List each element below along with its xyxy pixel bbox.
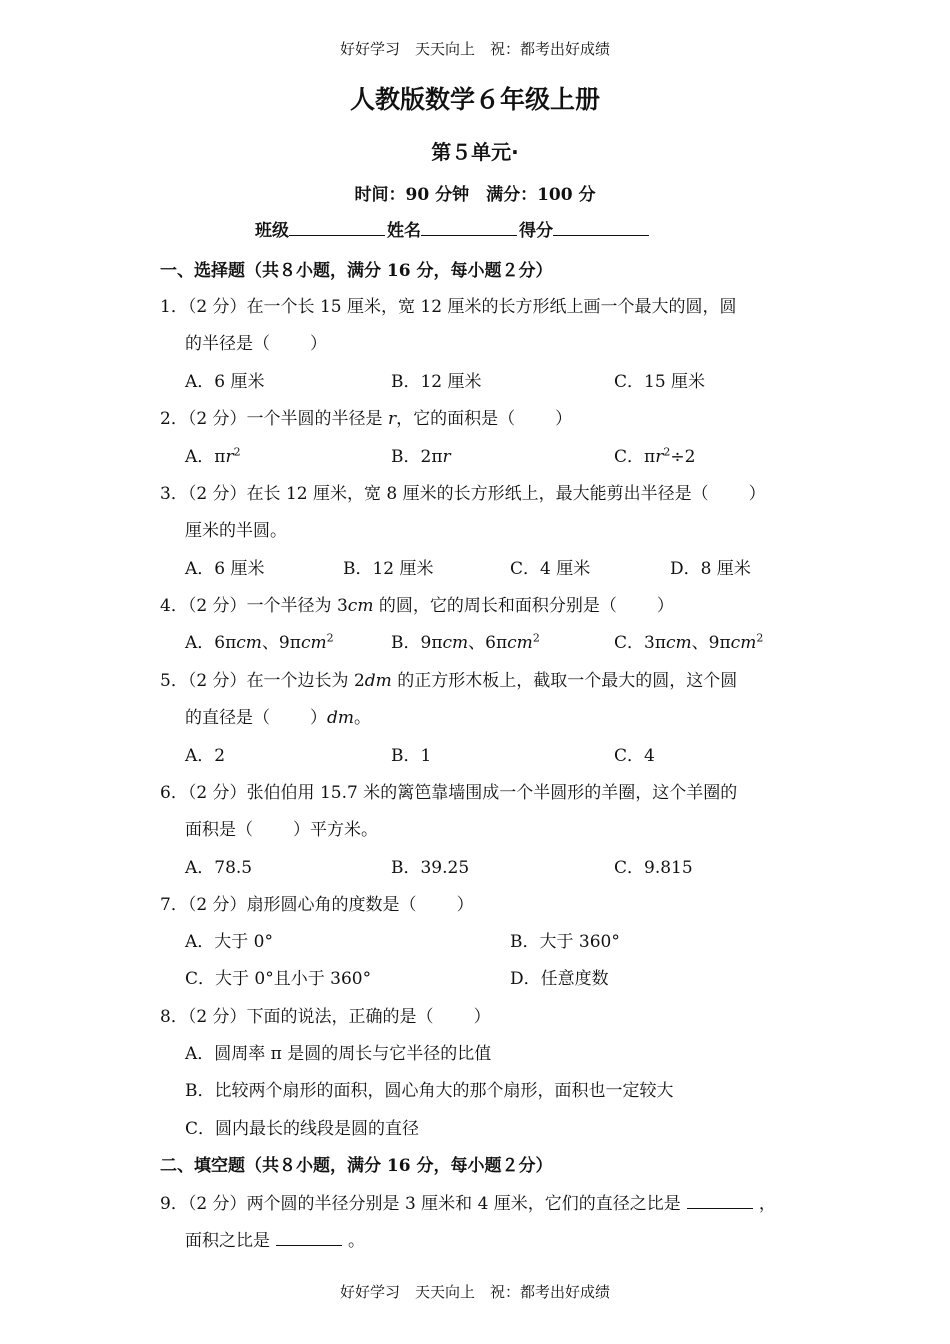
section-fill-in: 二、填空题（共８小题，满分 16 分，每小题２分） <box>160 1156 553 1176</box>
q8-option-a[interactable]: A．圆周率 π 是圆的周长与它半径的比值 <box>185 1044 492 1064</box>
q2-score: （2 分） <box>187 409 247 429</box>
q7-text: 扇形圆心角的度数是（ <box>246 895 417 915</box>
q6-text-2: 面积是（ <box>185 820 253 840</box>
q4-option-a[interactable]: A．6πcm、9πcm$^2$ <box>185 631 334 653</box>
q1-text: 在一个长 15 厘米，宽 12 厘米的长方形纸上画一个最大的圆，圆 <box>246 297 737 317</box>
q4-option-b[interactable]: B．9πcm、6πcm$^2$ <box>391 631 540 653</box>
q9-number: 9． <box>160 1194 188 1214</box>
q1-continuation: 的半径是（ ） <box>185 334 327 354</box>
q5-score: （2 分） <box>187 671 247 691</box>
q3-number: 3． <box>160 484 188 504</box>
question-6 <box>160 778 737 803</box>
q1-option-a[interactable]: A．6 厘米 <box>185 372 265 392</box>
q5-text-2: 的直径是（ <box>185 708 270 728</box>
q4-unit: cm <box>347 596 374 616</box>
q3-option-a[interactable]: A．6 厘米 <box>185 559 265 579</box>
time-and-score: 时间：90 分钟 满分：100 分 <box>354 185 596 205</box>
q8-text: 下面的说法，正确的是（ <box>246 1007 434 1027</box>
name-label: 姓名 <box>387 221 421 241</box>
section-multiple-choice: 一、选择题（共８小题，满分 16 分，每小题２分） <box>160 261 553 281</box>
question-1 <box>160 292 736 317</box>
q4-number: 4． <box>160 596 188 616</box>
q1-option-b[interactable]: B．12 厘米 <box>391 372 482 392</box>
q5-text-a: 在一个边长为 2 <box>246 671 365 691</box>
question-7: 7．（2 分）扇形圆心角的度数是（ ） <box>160 895 474 915</box>
q6-option-c[interactable]: C．9.815 <box>614 858 693 878</box>
q6-text-3: ）平方米。 <box>293 820 378 840</box>
q5-number: 5． <box>160 671 188 691</box>
q7-option-d[interactable]: D．任意度数 <box>510 969 609 989</box>
q7-number: 7． <box>160 895 188 915</box>
q5-text-b: 的正方形木板上，截取一个最大的圆，这个圆 <box>391 671 738 691</box>
q6-number: 6． <box>160 783 188 803</box>
q9-text-2: 面积之比是 <box>185 1231 270 1251</box>
q3-text: 在长 12 厘米，宽 8 厘米的长方形纸上，最大能剪出半径是（ <box>246 484 709 504</box>
q7-option-b[interactable]: B．大于 360° <box>510 932 620 952</box>
q1-score: （2 分） <box>187 297 247 317</box>
q6-score: （2 分） <box>187 783 247 803</box>
question-2: 2．（2 分）一个半圆的半径是 r，它的面积是（ ） <box>160 409 573 429</box>
question-3: 3．（2 分）在长 12 厘米，宽 8 厘米的长方形纸上，最大能剪出半径是（ ） <box>160 484 766 504</box>
q5-option-a[interactable]: A．2 <box>185 746 226 766</box>
page-header: 好好学习 天天向上 祝：都考出好成绩 <box>339 40 610 58</box>
q5-unit-2: dm <box>327 708 355 728</box>
q2-option-a[interactable]: A．$\pi r^2$ <box>185 445 241 467</box>
q2-text-b: ，它的面积是（ <box>396 409 516 429</box>
question-5 <box>160 666 737 691</box>
class-blank[interactable] <box>289 219 385 236</box>
q5-option-b[interactable]: B．1 <box>391 746 432 766</box>
q9-text: 两个圆的半径分别是 3 厘米和 4 厘米，它们的直径之比是 <box>246 1194 681 1214</box>
q1-text-2: 的半径是（ <box>185 334 270 354</box>
q8-score: （2 分） <box>187 1007 247 1027</box>
q5-continuation: 的直径是（ ）dm。 <box>185 708 372 728</box>
q7-option-c[interactable]: C．大于 0°且小于 360° <box>185 969 372 989</box>
page-footer: 好好学习 天天向上 祝：都考出好成绩 <box>339 1283 610 1301</box>
q6-option-b[interactable]: B．39.25 <box>391 858 470 878</box>
q8-option-b[interactable]: B．比较两个扇形的面积，圆心角大的那个扇形，面积也一定较大 <box>185 1081 674 1101</box>
q1-number: 1． <box>160 297 188 317</box>
question-9: 9．（2 分）两个圆的半径分别是 3 厘米和 4 厘米，它们的直径之比是 ， <box>160 1194 776 1214</box>
q3-option-b[interactable]: B．12 厘米 <box>343 559 434 579</box>
q4-text-a: 一个半径为 3 <box>246 596 348 616</box>
class-label: 班级 <box>255 221 289 241</box>
q3-option-c[interactable]: C．4 厘米 <box>510 559 591 579</box>
q3-score: （2 分） <box>187 484 247 504</box>
q2-variable: r <box>387 409 397 429</box>
q5-option-c[interactable]: C．4 <box>614 746 655 766</box>
student-info-line <box>255 216 651 241</box>
q4-text-b: 的圆，它的周长和面积分别是（ <box>373 596 617 616</box>
q2-text-a: 一个半圆的半径是 <box>246 409 388 429</box>
score-label: 得分 <box>519 221 553 241</box>
question-8: 8．（2 分）下面的说法，正确的是（ ） <box>160 1007 491 1027</box>
q2-number: 2． <box>160 409 188 429</box>
name-blank[interactable] <box>421 219 517 236</box>
q8-number: 8． <box>160 1007 188 1027</box>
q7-option-a[interactable]: A．大于 0° <box>185 932 273 952</box>
q4-option-c[interactable]: C．3πcm、9πcm$^2$ <box>614 631 764 653</box>
q3-option-d[interactable]: D．8 厘米 <box>670 559 751 579</box>
answer-blank[interactable] <box>687 1192 753 1209</box>
q9-continuation: 面积之比是 。 <box>185 1231 365 1251</box>
q8-option-c[interactable]: C．圆内最长的线段是圆的直径 <box>185 1119 420 1139</box>
q2-option-b[interactable]: B．2πr <box>391 447 451 467</box>
q6-text: 张伯伯用 15.7 米的篱笆靠墙围成一个半圆形的羊圈，这个羊圈的 <box>246 783 738 803</box>
page-title: 人教版数学６年级上册 <box>349 85 600 114</box>
q3-continuation: 厘米的半圆。 <box>185 521 287 541</box>
q6-continuation <box>185 815 378 840</box>
q1-option-c[interactable]: C．15 厘米 <box>614 372 706 392</box>
unit-subtitle: 第５单元· <box>431 140 519 164</box>
score-blank[interactable] <box>553 219 649 236</box>
q9-score: （2 分） <box>187 1194 247 1214</box>
q7-score: （2 分） <box>187 895 247 915</box>
q4-score: （2 分） <box>187 596 247 616</box>
q2-option-c[interactable]: C．$\pi r^2\div 2$ <box>614 445 696 467</box>
q5-unit: dm <box>364 671 392 691</box>
q6-option-a[interactable]: A．78.5 <box>185 858 253 878</box>
answer-blank[interactable] <box>276 1229 342 1246</box>
question-4: 4．（2 分）一个半径为 3cm 的圆，它的周长和面积分别是（ ） <box>160 596 674 616</box>
